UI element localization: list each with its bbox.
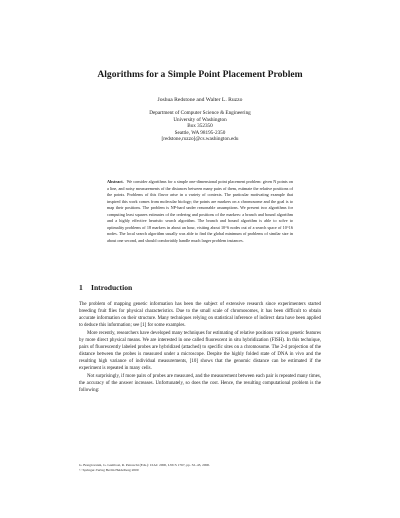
affiliation-box: Box 352350 (187, 123, 213, 130)
section-title: Introduction (91, 283, 133, 292)
paper-title: Algorithms for a Simple Point Placement Problem (97, 69, 303, 80)
section-heading (79, 283, 319, 292)
abstract-text: We consider algorithms for a simple one-dimensional point placement problem: given N points on a line, and noisy measurements of the distances between many pairs of them, estimate the relative positions of the points. Problems of this flavor arise in a variety of contexts. The particular motivating example that inspired this work comes from molecular biology; the points are markers on a chromosome and the goal is to map their positions. The problem is NP-hard under reasonable assumptions. We present two algorithms for computing least squares estimates of the ordering and positions of the markers: a branch and bound algorithm and a highly effective heuristic search algorithm. The branch and bound algorithm is able to solve to optimality problems of 18 markers in about an hour, visiting about 10^6 nodes out of a search space of 10^16 nodes. The local search algorithm usually was able to find the global minimum of problems of similar size in about one second, and should comfortably handle much larger problem instances. (107, 179, 293, 243)
affiliation-email: [redstone,ruzzo]@cs.washington.edu (161, 136, 239, 143)
paragraph: The problem of mapping genetic information has been the subject of extensive research since experimenters started breeding fruit flies for physical characteristics. Due to the small scale of chromosomes, it has been difficult to obtain accurate information on their structure. Many techniques relying on statistical inference of indirect data have been applied to deduce this information; see [1] for some examples. (79, 302, 321, 329)
section-number: 1 (79, 283, 83, 292)
affiliation-department: Department of Computer Science & Engineering (149, 110, 251, 116)
abstract (107, 179, 293, 244)
abstract-label: Abstract. (107, 179, 124, 184)
affiliation-university: University of Washington (173, 116, 227, 123)
author-affiliation (40, 110, 360, 143)
paragraph: Not surprisingly, if more pairs of probes are measured, and the measurement between each pair is repeated many times, the accuracy of the answer increases. Unfortunately, so does the cost. Hence, the resulting computational problem is the following: (79, 373, 321, 393)
section-body (79, 301, 321, 394)
page-footer (79, 463, 321, 473)
affiliation-city: Seattle, WA 98195-2350 (174, 129, 226, 136)
paper-authors: Joshua Redstone and Walter L. Ruzzo (157, 97, 243, 103)
copyright-line: © Springer-Verlag Berlin Heidelberg 2000 (79, 468, 139, 472)
citation-line: G. Bongiovanni, G. Gambosi, R. Petreschi (Eds.): CIAC 2000, LNCS 1767, pp. 32–43, 2000. (79, 463, 211, 467)
paragraph: More recently, researchers have developed many techniques for estimating of relative positions various genetic features by more direct physical means. We are interested in one called fluorescent in situ hybridization (FISH). In this technique, pairs of fluorescently labeled probes are hybridized (attached) to specific sites on a chromosome. The 2-d projection of the distance between the probes is measured under a microscope. Despite the highly folded state of DNA in vivo and the resulting high variance of individual measurements, [10] shows that the genomic distance can be estimated if the experiment is repeated in many cells. (79, 330, 321, 372)
